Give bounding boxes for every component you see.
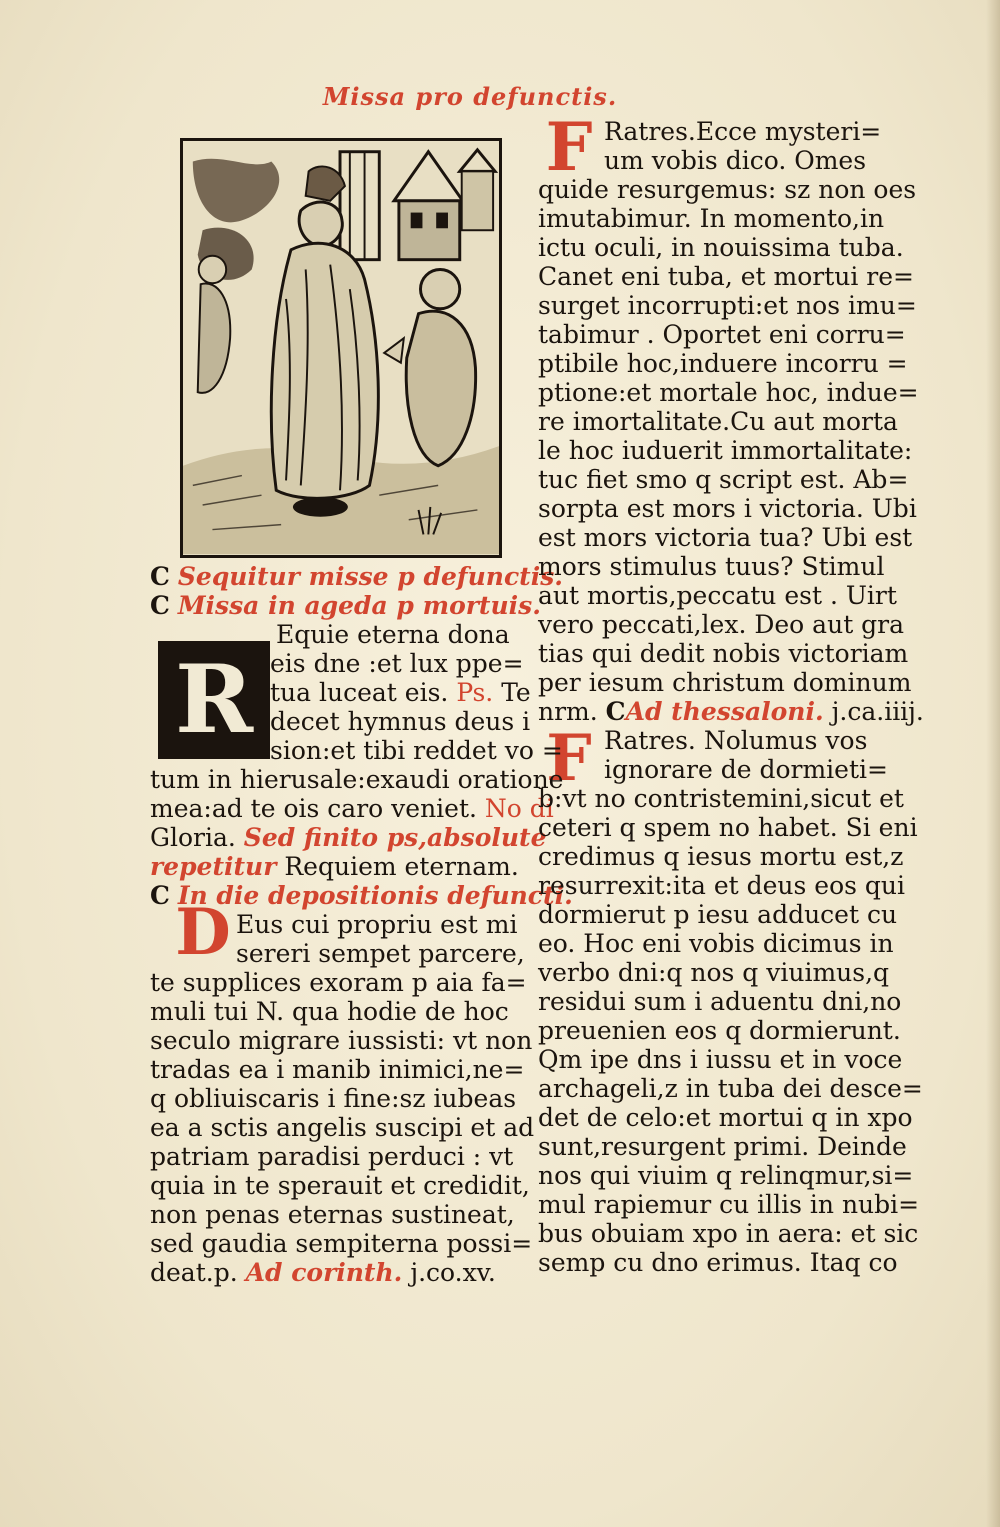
initial-letter-r: R	[158, 641, 270, 759]
text-line: mul rapiemur cu illis in nubi=	[538, 1190, 920, 1219]
text-line: sed gaudia sempiterna possi=	[150, 1229, 533, 1258]
text-line: tias qui dedit nobis victoriam	[538, 639, 909, 668]
text-line: ceteri q spem no habet. Si eni	[538, 813, 918, 842]
text-line: b:vt no contristemini,sicut et	[538, 784, 904, 813]
text-line	[538, 697, 924, 726]
pilcrow-icon: C	[150, 562, 170, 591]
rubric-ad-corinth: Ad corinth.	[245, 1258, 403, 1287]
text-line: preuenien eos q dormierunt.	[538, 1016, 901, 1045]
text-line: tradas ea i manib inimici,ne=	[150, 1055, 525, 1084]
page-edge-shadow	[986, 0, 1000, 1527]
rubric-no-di: No di	[484, 794, 554, 823]
text-line	[150, 1258, 520, 1287]
text-line: aut mortis,peccatu est . Uirt	[538, 581, 897, 610]
rubric-text: Missa in ageda p mortuis.	[177, 591, 541, 620]
text-line: per iesum christum dominum	[538, 668, 912, 697]
running-head: Missa pro defunctis.	[322, 82, 618, 111]
text-line: Ratres. Nolumus vos	[604, 726, 868, 755]
text-line: sunt,resurgent primi. Deinde	[538, 1132, 907, 1161]
text-line: sion:et tibi reddet vo =	[270, 736, 563, 765]
text-line	[150, 823, 547, 852]
text-line: sereri sempet parcere,	[236, 939, 525, 968]
text-line: patriam paradisi perduci : vt	[150, 1142, 514, 1171]
text-line: te supplices exoram p aia fa=	[150, 968, 527, 997]
text-line: quia in te sperauit et credidit,	[150, 1171, 530, 1200]
text-line: ignorare de dormieti=	[604, 755, 888, 784]
text-line: nos qui viuim q relinqmur,si=	[538, 1161, 914, 1190]
rubric-repetitur: repetitur	[150, 852, 277, 881]
text-line: quide resurgemus: sz non oes	[538, 175, 917, 204]
text-span: Te	[501, 678, 531, 707]
text-line: verbo dni:q nos q viuimus,q	[538, 958, 890, 987]
rubric-text: In die depositionis defuncti.	[177, 881, 573, 910]
text-line: tuc fiet smo q script est. Ab=	[538, 465, 909, 494]
text-line: non penas eternas sustineat,	[150, 1200, 515, 1229]
text-line: tabimur . Oportet eni corru=	[538, 320, 906, 349]
text-line: um vobis dico. Omes	[604, 146, 867, 175]
text-line: eis dne :et lux ppe=	[270, 649, 524, 678]
pilcrow-icon: C	[150, 591, 170, 620]
text-span: nrm.	[538, 697, 598, 726]
text-line: Ratres.Ecce mysteri=	[604, 117, 882, 146]
text-line: archageli,z in tuba dei desce=	[538, 1074, 923, 1103]
text-span: deat.p.	[150, 1258, 238, 1287]
text-line: Eus cui propriu est mi	[236, 910, 518, 939]
text-span: Requiem eternam.	[284, 852, 519, 881]
text-line: imutabimur. In momento,in	[538, 204, 885, 233]
text-line: ptione:et mortale hoc, indue=	[538, 378, 919, 407]
text-line: ictu oculi, in nouissima tuba.	[538, 233, 904, 262]
text-line: semp cu dno erimus. Itaq co	[538, 1248, 898, 1277]
text-line: seculo migrare iussisti: vt non	[150, 1026, 533, 1055]
text-line: le hoc iuduerit immortalitate:	[538, 436, 913, 465]
text-line: bus obuiam xpo in aera: et sic	[538, 1219, 919, 1248]
text-line: Equie eterna dona	[276, 620, 510, 649]
initial-letter-d: D	[175, 895, 231, 970]
text-line: resurrexit:ita et deus eos qui	[538, 871, 906, 900]
text-span: Gloria.	[150, 823, 236, 852]
rubric-text: Sequitur misse p defunctis.	[177, 562, 564, 591]
text-line: mors stimulus tuus? Stimul	[538, 552, 885, 581]
text-line	[150, 678, 531, 707]
reference-text: j.ca.iiij.	[831, 697, 924, 726]
text-line: muli tui N. qua hodie de hoc	[150, 997, 509, 1026]
text-line: tum in hierusale:exaudi oratione	[150, 765, 564, 794]
text-line: ea a sctis angelis suscipi et ad	[150, 1113, 535, 1142]
right-column	[538, 108, 924, 1277]
woodcut-drawing	[183, 141, 499, 555]
pilcrow-icon: C	[605, 697, 626, 726]
text-line: est mors victoria tua? Ubi est	[538, 523, 913, 552]
initial-letter-f-second: F	[546, 721, 592, 796]
text-span: tua luceat eis.	[270, 678, 449, 707]
text-line: ptibile hoc,induere incorru =	[538, 349, 908, 378]
rubric-line	[150, 591, 541, 620]
text-line: credimus q iesus mortu est,z	[538, 842, 904, 871]
woodcut-illustration	[180, 138, 502, 558]
text-line: re imortalitate.Cu aut morta	[538, 407, 898, 436]
text-line: q obliuiscaris i fine:sz iubeas	[150, 1084, 517, 1113]
rubric-line	[150, 881, 573, 910]
text-line: decet hymnus deus i	[270, 707, 531, 736]
rubric-ps: Ps.	[456, 678, 494, 707]
initial-letter-f-first: F	[545, 108, 593, 186]
rubric-line	[150, 562, 564, 591]
text-line: eo. Hoc eni vobis dicimus in	[538, 929, 894, 958]
text-line: residui sum i aduentu dni,no	[538, 987, 902, 1016]
text-line: surget incorrupti:et nos imu=	[538, 291, 917, 320]
rubric-sed-finito: Sed finito ps,absolute	[243, 823, 547, 852]
reference-text: j.co.xv.	[410, 1258, 496, 1287]
text-line: Qm ipe dns i iussu et in voce	[538, 1045, 903, 1074]
text-line: det de celo:et mortui q in xpo	[538, 1103, 913, 1132]
text-span: mea:ad te ois caro veniet.	[150, 794, 477, 823]
pilcrow-icon: C	[150, 881, 170, 910]
text-line: dormierut p iesu adducet cu	[538, 900, 898, 929]
text-line	[150, 852, 520, 881]
text-line: Canet eni tuba, et mortui re=	[538, 262, 914, 291]
text-line	[150, 794, 554, 823]
rubric-ad-thessaloni: Ad thessaloni.	[625, 697, 824, 726]
text-line: sorpta est mors i victoria. Ubi	[538, 494, 917, 523]
text-line: vero peccati,lex. Deo aut gra	[538, 610, 905, 639]
